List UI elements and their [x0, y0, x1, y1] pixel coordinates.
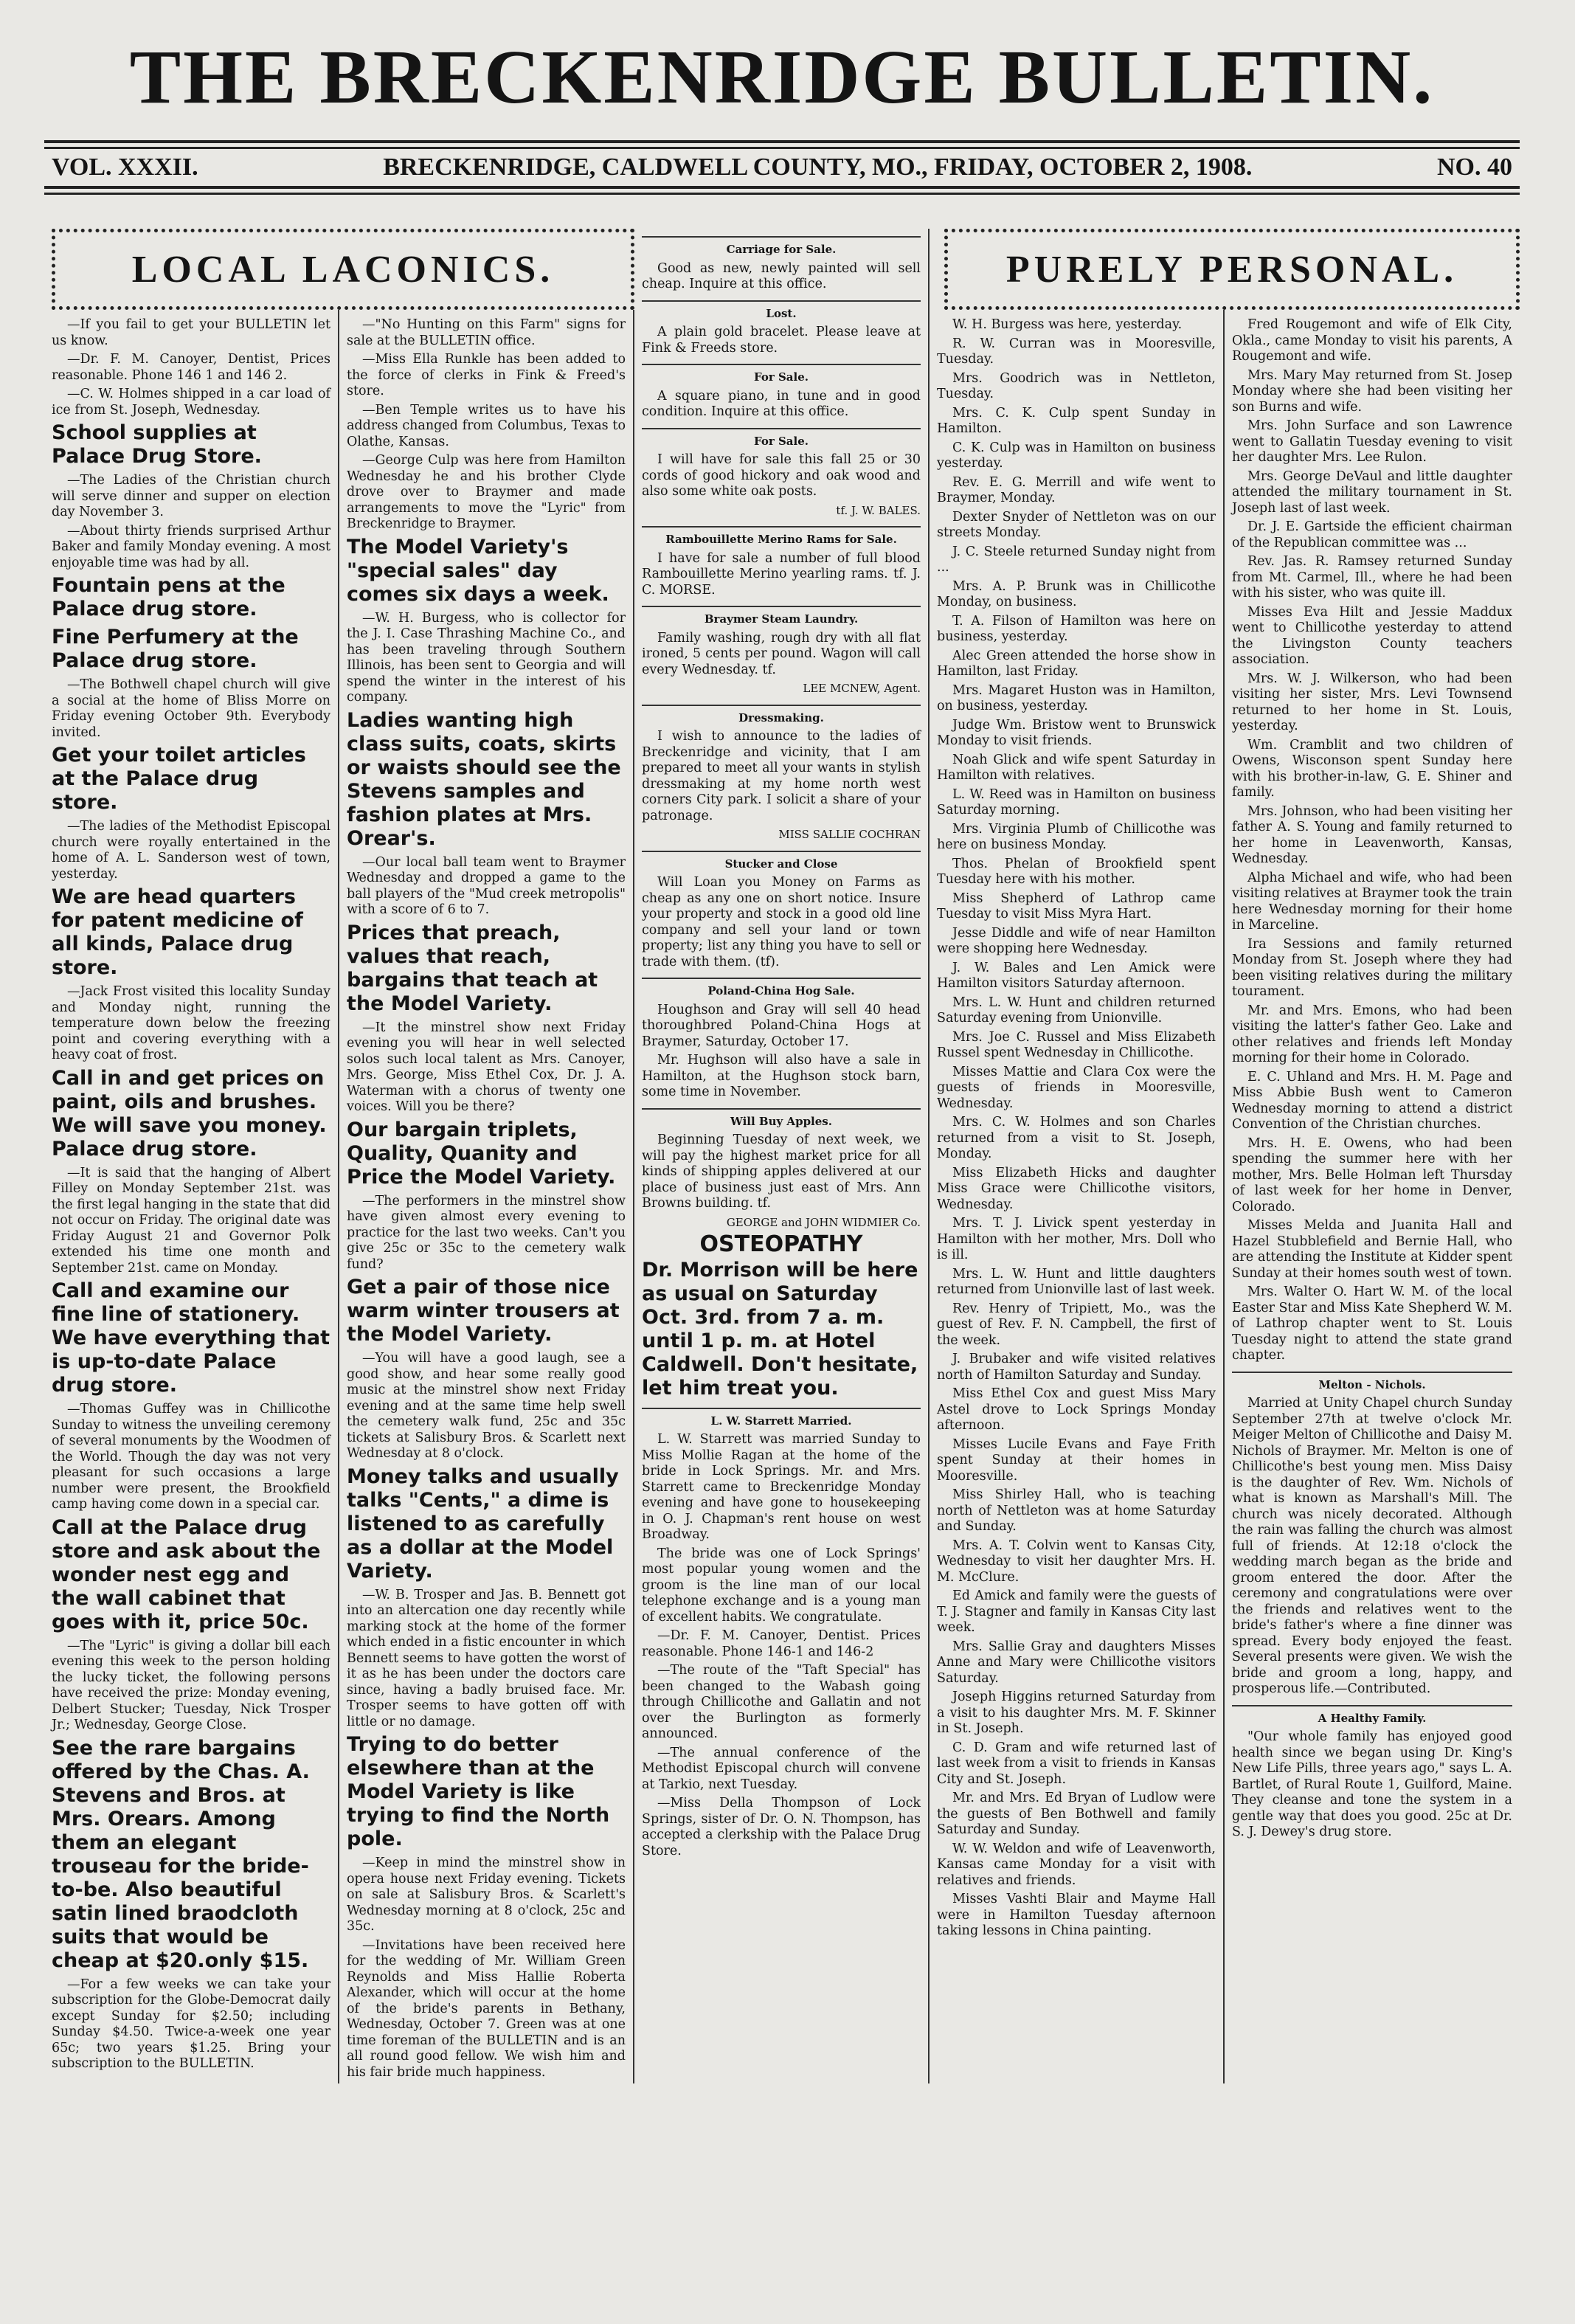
news-item: Mrs. Walter O. Hart W. M. of the local Easter Star and Miss Kate Shepherd W. M. of Lathrop chapter went to St. Louis Tuesday night to attend the state grand chapter. [1232, 1284, 1512, 1363]
divider [44, 186, 1520, 195]
news-item: —It the minstrel show next Friday evening you will hear in well selected solos such local talent as Mrs. Canoyer, Mrs. George, Miss Ethel Cox, Dr. J. A. Waterman with a chorus of twenty one voices. Will you be there? [347, 1020, 626, 1114]
subheading: Lost. [642, 300, 921, 322]
news-item: Mrs. Sallie Gray and daughters Misses Anne and Mary were Chillicothe visitors Saturday. [937, 1639, 1216, 1686]
advert-headline: Fountain pens at the Palace drug store. [52, 574, 285, 620]
news-item: Mrs. C. K. Culp spent Sunday in Hamilton. [937, 405, 1216, 436]
news-item: —The "Lyric" is giving a dollar bill each evening this week to the person holding the lucky ticket, the following persons have received the prize: Monday evening, Delbert Stucker; Tuesday, Nick Trosper Jr.; Wednesday, George Close. [52, 1638, 330, 1732]
news-item: Misses Lucile Evans and Faye Frith spent Sunday at their homes in Mooresville. [937, 1436, 1216, 1484]
news-item: Miss Shirley Hall, who is teaching north of Nettleton was at home Saturday and Sunday. [937, 1487, 1216, 1534]
news-item: —Miss Della Thompson of Lock Springs, sister of Dr. O. N. Thompson, has accepted a clerkship with the Palace Drug Store. [642, 1796, 921, 1858]
section-heading-local-laconics: LOCAL LACONICS. [52, 229, 634, 310]
news-item: Mrs. George DeVaul and little daughter attended the military tournament in St. Joseph last of last week. [1232, 468, 1512, 516]
news-item: Jesse Diddle and wife of near Hamilton were shopping here Wednesday. [937, 925, 1216, 956]
news-item: Dexter Snyder of Nettleton was on our streets Monday. [937, 509, 1216, 540]
news-item: W. H. Burgess was here, yesterday. [952, 317, 1183, 332]
advert-headline: Call and examine our fine line of stationery. We have everything that is up-to-date Palace drug store. [52, 1279, 330, 1397]
subheading: Melton - Nichols. [1232, 1372, 1512, 1394]
banner-heading: OSTEOPATHY [699, 1231, 863, 1257]
advert-headline: Get your toilet articles at the Palace drug store. [52, 744, 306, 814]
news-item: Judge Wm. Bristow went to Brunswick Monday to visit friends. [937, 717, 1216, 748]
news-item: Mrs. Joe C. Russel and Miss Elizabeth Russel spent Wednesday in Chillicothe. [937, 1029, 1216, 1060]
news-item: Mrs. A. T. Colvin went to Kansas City, Wednesday to visit her daughter Mrs. H. M. McClure. [937, 1538, 1216, 1585]
advert-headline: Get a pair of those nice warm winter trousers at the Model Variety. [347, 1276, 620, 1346]
news-item: Misses Melda and Juanita Hall and Hazel Stubblefield and Bernie Hall, who are attending the Institute at Kidder spent Sunday at their homes south west of town. [1232, 1218, 1512, 1281]
news-item: L. W. Reed was in Hamilton on business Saturday morning. [937, 786, 1216, 817]
news-item: —For a few weeks we can take your subscription for the Globe-Democrat daily except Sunday for $2.50; including Sunday $4.50. Twice-a-week one year 65c; two years $1.25. Bring your subscription to the BULLETIN. [52, 1977, 330, 2071]
news-item: —Dr. F. M. Canoyer, Dentist. Prices reasonable. Phone 146-1 and 146-2 [642, 1628, 921, 1659]
subheading: Dressmaking. [642, 705, 921, 727]
news-item: Rev. E. G. Merrill and wife went to Braymer, Monday. [937, 474, 1216, 505]
news-item: I wish to announce to the ladies of Breckenridge and vicinity, that I am prepared to meet all your wants in stylish dressmaking at my home north west corners City park. I solicit a share of your patronage. [642, 729, 921, 823]
advert-headline: Fine Perfumery at the Palace drug store. [52, 626, 299, 672]
place-date: BRECKENRIDGE, CALDWELL COUNTY, MO., FRIDAY, OCTOBER 2, 1908. [383, 153, 1253, 181]
news-item: Married at Unity Chapel church Sunday September 27th at twelve o'clock Mr. Meiger Melton of Chillicothe and Daisy M. Nichols of Braymer. Mr. Melton is one of Chillicothe's best young men. Miss Daisy is the daughter of Rev. Wm. Nichols of what is known as Marshall's Mill. The church was nicely decorated. Although the rain was falling the church was almost full of friends. At 12:18 o'clock the wedding march began as the bride and groom entered the door. After the ceremony and congratulations were over the friends and relatives went to the bride's father's where a fine dinner was spread. Every body enjoyed the feast. Several presents were given. We wish the bride and groom a long, happy, and prosperous life.—Contributed. [1232, 1396, 1512, 1696]
column-3 [634, 229, 930, 2083]
section-heading-purely-personal: PURELY PERSONAL. [944, 229, 1520, 310]
news-item: W. W. Weldon and wife of Leavenworth, Kansas came Monday for a visit with relatives and friends. [937, 1841, 1216, 1888]
news-item: Mrs. Magaret Huston was in Hamilton, on business, yesterday. [937, 682, 1216, 713]
news-item: Misses Eva Hilt and Jessie Maddux went to Chillicothe yesterday to attend the Livingston County teachers association. [1232, 604, 1512, 667]
news-item: Misses Vashti Blair and Mayme Hall were in Hamilton Tuesday afternoon taking lessons in China painting. [937, 1892, 1216, 1938]
news-item: —Dr. F. M. Canoyer, Dentist, Prices reasonable. Phone 146 1 and 146 2. [52, 352, 330, 383]
news-item: —Jack Frost visited this locality Sunday and Monday night, running the temperature down below the freezing point and covering everything with a heavy coat of frost. [52, 984, 330, 1062]
news-item: —The ladies of the Methodist Episcopal church were royally entertained in the home of A. L. Sanderson west of town, yesterday. [52, 819, 330, 882]
news-item: —If you fail to get your BULLETIN let us know. [52, 317, 330, 348]
news-item: Fred Rougemont and wife of Elk City, Okla., came Monday to visit his parents, A Rougemont and wife. [1232, 317, 1512, 364]
news-item: J. Brubaker and wife visited relatives north of Hamilton Saturday and Sunday. [937, 1352, 1216, 1383]
subheading: Will Buy Apples. [642, 1108, 921, 1130]
news-item: Mrs. Virginia Plumb of Chillicothe was here on business Monday. [937, 821, 1216, 852]
dateline [30, 149, 1534, 186]
news-item: Mrs. C. W. Holmes and son Charles returned from a visit to St. Joseph, Monday. [937, 1115, 1216, 1161]
news-item: Mrs. Goodrich was in Nettleton, Tuesday. [937, 370, 1216, 401]
news-item: C. K. Culp was in Hamilton on business yesterday. [937, 440, 1216, 471]
column-2 [339, 229, 634, 2083]
subheading: L. W. Starrett Married. [642, 1408, 921, 1430]
news-item: Mrs. John Surface and son Lawrence went to Gallatin Tuesday evening to visit her daughter Mrs. Lee Rulon. [1232, 418, 1512, 465]
news-item: T. A. Filson of Hamilton was here on business, yesterday. [937, 613, 1216, 644]
column-4 [930, 229, 1225, 2083]
news-item: Alec Green attended the horse show in Hamilton, last Friday. [937, 648, 1216, 679]
signature: tf. J. W. BALES. [836, 503, 921, 517]
news-item: Beginning Tuesday of next week, we will pay the highest market price for all kinds of shipping apples delivered at our place of business just east of Mrs. Ann Browns building. tf. [642, 1132, 921, 1211]
news-item: —W. B. Trosper and Jas. B. Bennett got into an altercation one day recently while marking stock at the home of the former which ended in a fistic encounter in which Bennett seems to have gotten the worst of it as he has been under the doctors care since, having a badly bruised face. Mr. Trosper seems to have gotten off with little or no damage. [347, 1587, 626, 1729]
news-item: —It is said that the hanging of Albert Filley on Monday September 21st. was the first legal hanging in the state that did not occur on Friday. The original date was Friday August 21 and Governor Polk extended his time one month and September 21st. came on Monday. [52, 1165, 330, 1276]
news-item: Miss Shepherd of Lathrop came Tuesday to visit Miss Myra Hart. [937, 890, 1216, 921]
news-item: Noah Glick and wife spent Saturday in Hamilton with relatives. [937, 752, 1216, 783]
news-item: —"No Hunting on this Farm" signs for sale at the BULLETIN office. [347, 317, 626, 348]
news-item: A square piano, in tune and in good condition. Inquire at this office. [642, 388, 921, 419]
signature: MISS SALLIE COCHRAN [778, 828, 921, 841]
news-item: —Ben Temple writes us to have his address changed from Columbus, Texas to Olathe, Kansas. [347, 402, 626, 449]
advert-headline: Dr. Morrison will be here as usual on Saturday Oct. 3rd. from 7 a. m. until 1 p. m. at Hotel Caldwell. Don't hesitate, let him treat you. [642, 1258, 918, 1400]
advert-headline: See the rare bargains offered by the Chas. A. Stevens and Bros. at Mrs. Orears. Among them an elegant trouseau for the bride-to-be. Also beautiful satin lined braodcloth suits that would be cheap at $20.only $15. [52, 1736, 310, 1972]
news-item: Ed Amick and family were the guests of T. J. Stagner and family in Kansas City last week. [937, 1588, 1216, 1635]
issue-number: NO. 40 [1437, 153, 1512, 181]
subheading: Carriage for Sale. [642, 236, 921, 258]
news-item: Mr. and Mrs. Emons, who had been visiting the latter's father Geo. Lake and other relatives and friends left Monday morning for their home in Colorado. [1232, 1003, 1512, 1065]
news-item: I have for sale a number of full blood Rambouillette Merino yearling rams. tf. J. C. MORSE. [642, 550, 921, 598]
advert-headline: Call in and get prices on paint, oils and brushes. We will save you money. Palace drug store. [52, 1066, 327, 1161]
news-item: Will Loan you Money on Farms as cheap as any one on short notice. Insure your property and stock in a good old line company and sell your land or town property; list any thing you have to sell or trade with them. (tf). [642, 875, 921, 969]
news-item: —Miss Ella Runkle has been added to the force of clerks in Fink & Freed's store. [347, 352, 626, 398]
column-5 [1225, 229, 1520, 2083]
news-item: Mrs. W. J. Wilkerson, who had been visiting her sister, Mrs. Levi Townsend returned to her home in St. Louis, yesterday. [1232, 671, 1512, 733]
news-item: Mrs. H. E. Owens, who had been spending the summer here with her mother, Mrs. Belle Holman left Thursday of last week for her home in Denver, Colorado. [1232, 1135, 1512, 1214]
newspaper-page [30, 15, 1534, 2309]
news-item: Miss Elizabeth Hicks and daughter Miss Grace were Chillicothe visitors, Wednesday. [937, 1165, 1216, 1212]
advert-headline: Call at the Palace drug store and ask about the wonder nest egg and the wall cabinet that goes with it, price 50c. [52, 1515, 321, 1633]
subheading: A Healthy Family. [1232, 1705, 1512, 1727]
news-item: Ira Sessions and family returned Monday from St. Joseph where they had been visiting relatives during the military tourament. [1232, 936, 1512, 999]
news-item: —About thirty friends surprised Arthur Baker and family Monday evening. A most enjoyable time was had by all. [52, 523, 330, 570]
news-item: L. W. Starrett was married Sunday to Miss Mollie Ragan at the home of the bride in Lock Springs. Mr. and Mrs. Starrett came to Breckenridge Monday evening and have gone to housekeeping in O. J. Chapman's rent house on west Broadway. [642, 1432, 921, 1542]
news-item: Alpha Michael and wife, who had been visiting relatives at Braymer took the train here Wednesday morning for their home in Marceline. [1232, 870, 1512, 933]
advert-headline: Money talks and usually talks "Cents," a dime is listened to as carefully as a dollar at the Model Variety. [347, 1464, 619, 1583]
news-item: —The route of the "Taft Special" has been changed to the Wabash going through Chillicothe and Gallatin and not over the Burlington as formerly announced. [642, 1663, 921, 1741]
news-item: R. W. Curran was in Mooresville, Tuesday. [937, 336, 1216, 367]
advert-headline: We are head quarters for patent medicine of all kinds, Palace drug store. [52, 885, 303, 979]
news-item: —The Ladies of the Christian church will serve dinner and supper on election day November 3. [52, 473, 330, 519]
subheading: Stucker and Close [642, 851, 921, 873]
news-item: —You will have a good laugh, see a good show, and hear some really good music at the minstrel show next Friday evening and at the same time help swell the cemetery walk fund, 25c and 35c tickets at Salisbury Bros. & Scarlett next Wednesday at 8 o'clock. [347, 1351, 626, 1461]
advert-headline: Ladies wanting high class suits, coats, skirts or waists should see the Stevens samples and fashion plates at Mrs. Orear's. [347, 708, 621, 850]
advert-headline: Prices that preach, values that reach, bargains that teach at the Model Variety. [347, 921, 598, 1015]
news-item: Mrs. Mary May returned from St. Josep Monday where she had been visiting her son Burns and wife. [1232, 367, 1512, 415]
advert-headline: The Model Variety's "special sales" day comes six days a week. [347, 535, 609, 606]
news-item: Wm. Cramblit and two children of Owens, Wisconson spent Sunday here with his brother-in-law, G. E. Shiner and family. [1232, 737, 1512, 800]
news-item: Misses Mattie and Clara Cox were the guests of friends in Mooresville, Wednesday. [937, 1064, 1216, 1111]
news-item: Joseph Higgins returned Saturday from a visit to his daughter Mrs. M. F. Skinner in St. Joseph. [937, 1690, 1216, 1736]
news-item: Miss Ethel Cox and guest Miss Mary Astel drove to Lock Springs Monday afternoon. [937, 1386, 1216, 1433]
columns [44, 229, 1520, 2083]
signature: GEORGE and JOHN WIDMIER Co. [726, 1215, 921, 1229]
subheading: For Sale. [642, 364, 921, 386]
news-item: Thos. Phelan of Brookfield spent Tuesday here with his mother. [937, 856, 1216, 887]
news-item: Rev. Jas. R. Ramsey returned Sunday from Mt. Carmel, Ill., where he had been with his sister, who was quite ill. [1232, 554, 1512, 601]
news-item: —The Bothwell chapel church will give a social at the home of Bliss Morre on Friday evening October 9th. Everybody invited. [52, 677, 330, 740]
news-item: Mr. Hughson will also have a sale in Hamilton, at the Hughson stock barn, some time in November. [642, 1053, 921, 1099]
subheading: Rambouillette Merino Rams for Sale. [642, 526, 921, 548]
news-item: Mrs. L. W. Hunt and little daughters returned from Unionville last of last week. [937, 1266, 1216, 1297]
divider [44, 140, 1520, 149]
news-item: "Our whole family has enjoyed good health since we began using Dr. King's New Life Pills, three years ago," says L. A. Bartlet, of Rural Route 1, Guilford, Maine. They cleanse and tone the system in a gentle way that does you good. 25c at Dr. S. J. Dewey's drug store. [1232, 1729, 1512, 1839]
subheading: For Sale. [642, 428, 921, 450]
news-item: —Keep in mind the minstrel show in opera house next Friday evening. Tickets on sale at Salisbury Bros. & Scarlett's Wednesday morning at 8 o'clock, 25c and 35c. [347, 1856, 626, 1934]
advert-headline: Our bargain triplets, Quality, Quanity and Price the Model Variety. [347, 1118, 616, 1189]
news-item: Family washing, rough dry with all flat ironed, 5 cents per pound. Wagon will call every Wednesday. tf. [642, 630, 921, 677]
news-item: A plain gold bracelet. Please leave at Fink & Freeds store. [642, 325, 921, 356]
news-item: Dr. J. E. Gartside the efficient chairman of the Republican committee was ... [1232, 519, 1512, 550]
news-item: Mr. and Mrs. Ed Bryan of Ludlow were the guests of Ben Bothwell and family Saturday and Sunday. [937, 1791, 1216, 1837]
news-item: J. W. Bales and Len Amick were Hamilton visitors Saturday afternoon. [937, 960, 1216, 991]
news-item: —George Culp was here from Hamilton Wednesday he and his brother Clyde drove over to Braymer and made arrangements to move the "Lyric" from Breckenridge to Braymer. [347, 453, 626, 531]
news-item: —Thomas Guffey was in Chillicothe Sunday to witness the unveiling ceremony of several monuments by the Woodmen of the World. Though the day was not very pleasant for such occasions a large number were present, the Brookfield camp having come down in a special car. [52, 1402, 330, 1512]
news-item: Good as new, newly painted will sell cheap. Inquire at this office. [642, 260, 921, 291]
news-item: E. C. Uhland and Mrs. H. M. Page and Miss Abbie Bush went to Cameron Wednesday morning to attend a district Convention of the Christian churches. [1232, 1069, 1512, 1132]
news-item: —C. W. Holmes shipped in a car load of ice from St. Joseph, Wednesday. [52, 387, 330, 418]
advert-headline: Trying to do better elsewhere than at the Model Variety is like trying to find the North pole. [347, 1733, 610, 1850]
news-item: J. C. Steele returned Sunday night from ... [937, 544, 1216, 575]
news-item: —The performers in the minstrel show have given almost every evening to practice for the last two weeks. Can't you give 25c or 35c to the cemetery walk fund? [347, 1193, 626, 1272]
news-item: Mrs. Johnson, who had been visiting her father A. S. Young and family returned to her home in Leavenworth, Kansas, Wednesday. [1232, 803, 1512, 866]
news-item: C. D. Gram and wife returned last of last week from a visit to friends in Kansas City and St. Joseph. [937, 1740, 1216, 1787]
subheading: Braymer Steam Laundry. [642, 606, 921, 628]
news-item: —Invitations have been received here for the wedding of Mr. William Green Reynolds and Miss Hallie Roberta Alexander, which will occur at the home of the bride's parents in Bethany, Wednesday, October 7. Green was at one time foreman of the BULLETIN and is an all round good fellow. We wish him and his fair bride much happiness. [347, 1937, 626, 2080]
news-item: Mrs. L. W. Hunt and children returned Saturday evening from Unionville. [937, 995, 1216, 1026]
volume: VOL. XXXII. [52, 153, 198, 181]
masthead-title: THE BRECKENRIDGE BULLETIN. [129, 35, 1435, 120]
news-item: —W. H. Burgess, who is collector for the J. I. Case Thrashing Machine Co., and has been traveling through Southern Illinois, has been sent to Georgia and will spend the winter in the interest of his company. [347, 610, 626, 705]
column-1 [44, 229, 339, 2083]
news-item: —Our local ball team went to Braymer Wednesday and dropped a game to the ball players of the "Mud creek metropolis" with a score of 6 to 7. [347, 854, 626, 917]
news-item: I will have for sale this fall 25 or 30 cords of good hickory and oak wood and also some white oak posts. [642, 452, 921, 499]
advert-headline: School supplies at Palace Drug Store. [52, 421, 262, 468]
news-item: The bride was one of Lock Springs' most popular young women and the groom is the line man of our local telephone exchange and is a young man of excellent habits. We congratulate. [642, 1546, 921, 1625]
news-item: Mrs. A. P. Brunk was in Chillicothe Monday, on business. [937, 578, 1216, 609]
subheading: Poland-China Hog Sale. [642, 978, 921, 1000]
news-item: Mrs. T. J. Livick spent yesterday in Hamilton with her mother, Mrs. Doll who is ill. [937, 1216, 1216, 1262]
news-item: Houghson and Gray will sell 40 head thoroughbred Poland-China Hogs at Braymer, Saturday, October 17. [642, 1002, 921, 1049]
news-item: Rev. Henry of Tripiett, Mo., was the guest of Rev. F. N. Campbell, the first of the week. [937, 1301, 1216, 1348]
signature: LEE MCNEW, Agent. [803, 682, 921, 695]
news-item: —The annual conference of the Methodist Episcopal church will convene at Tarkio, next Tuesday. [642, 1745, 921, 1792]
